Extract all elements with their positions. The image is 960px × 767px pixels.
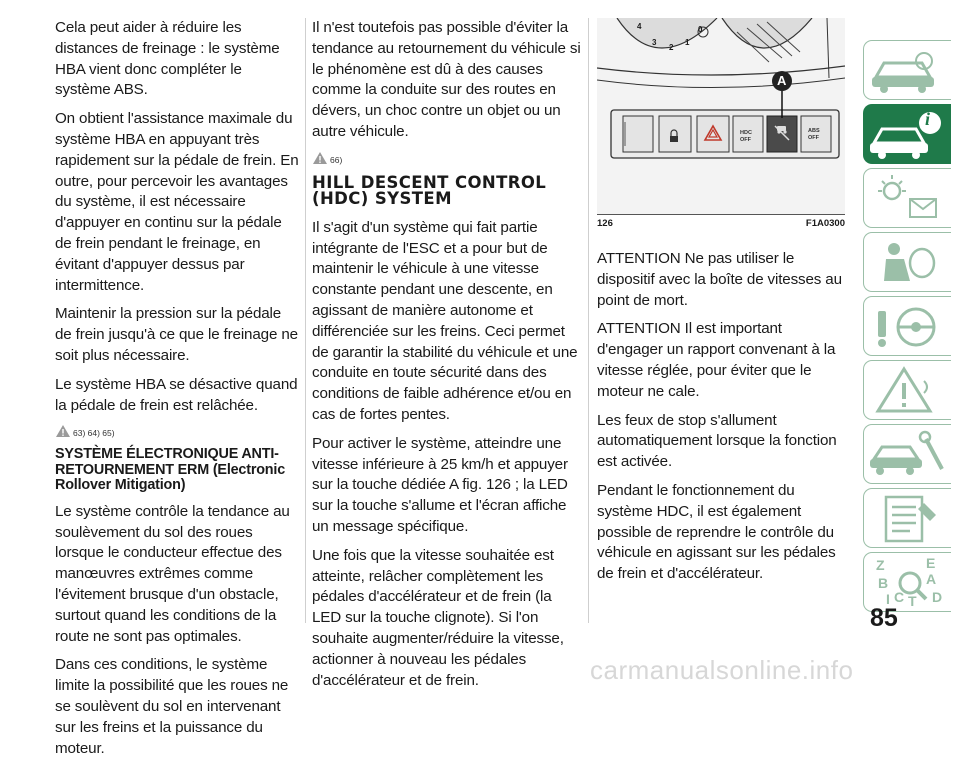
paragraph-hba-intro: Cela peut aider à réduire les distances de freinage : le système HBA vient donc compléter le système ABS. (55, 19, 280, 99)
button-label-hdc: HDC (740, 130, 752, 136)
index-letter: T (908, 593, 917, 609)
hdc-descent-icon (773, 122, 791, 144)
gauge-digit: 1 (685, 38, 690, 47)
nav-tab-lights[interactable] (863, 168, 951, 228)
watermark: carmanualsonline.info (590, 655, 854, 685)
paragraph-attention-gear: ATTENTION Il est important d'engager un rapport convenant à la vitesse réglée, pour éviter que le moteur ne cale. (597, 320, 836, 400)
button-label-abs: ABS (808, 128, 820, 134)
figure-callout-a: A (777, 73, 787, 88)
gauge-digit: 4 (637, 22, 642, 31)
dashboard-illustration (597, 18, 845, 214)
steering-wheel-icon (864, 297, 952, 357)
paragraph-erm-limits: Dans ces conditions, le système limite la possibilité que les roues ne se soulèvent du sol en intervenant sur les freins et la puissance du moteur. (55, 656, 289, 757)
warning-triangle-icon (55, 424, 71, 438)
specifications-list-icon (864, 489, 952, 549)
index-letter: B (878, 575, 889, 591)
text-column-1 (55, 18, 300, 767)
nav-tab-safety[interactable] (863, 232, 951, 292)
figure-caption (597, 214, 845, 235)
nav-tab-specifications[interactable] (863, 488, 951, 548)
button-label-hdc-off: OFF (740, 137, 751, 143)
nav-tab-emergency[interactable] (863, 360, 951, 420)
index-letter: D (932, 589, 943, 605)
paragraph-hba-deactivate: Le système HBA se désactive quand la pédale de frein est relâchée. (55, 375, 298, 414)
index-letter: I (886, 591, 890, 607)
paragraph-hdc-activation: Pour activer le système, atteindre une vitesse inférieure à 25 km/h et appuyer sur la touche dédiée A fig. 126 ; la LED sur la touche s'allume et l'écran affiche un message spécifique. (312, 434, 568, 535)
note-references: 63) 64) 65) (73, 428, 115, 439)
warning-triangle-icon (312, 151, 328, 165)
note-reference: 66) (330, 154, 343, 165)
nav-tab-dashboard[interactable] (863, 40, 951, 100)
paragraph-hdc-speed: Une fois que la vitesse souhaitée est atteinte, relâcher complètement les pédales d'accélérateur et de frein (la LED sur la touche clignote). Si l'on souhaite augmenter/réduire la vitesse, actionner à nouveau les pédales d'accélérateur et de frein. (312, 546, 564, 689)
column-divider-1 (305, 18, 306, 623)
warning-triangle-icon (864, 361, 952, 421)
heading-hdc: HILL DESCENT CONTROL (HDC) SYSTEM (312, 172, 547, 209)
text-column-2 (312, 18, 582, 699)
column-divider-2 (588, 18, 589, 623)
figure-number: 126 (597, 218, 613, 229)
car-info-icon (864, 105, 952, 165)
index-letter: C (894, 589, 905, 605)
index-letter: A (926, 571, 937, 587)
figure-code: F1A0300 (805, 218, 845, 229)
gauge-digit: 3 (652, 38, 657, 47)
warning-note-refs (55, 424, 300, 438)
index-letter: Z (876, 557, 885, 573)
maintenance-wrench-icon (864, 425, 952, 485)
button-label-abs-off: OFF (808, 135, 819, 141)
heading-erm: SYSTÈME ÉLECTRONIQUE ANTI-RETOURNEMENT ERM (Electronic Rollover Mitigation) (55, 446, 286, 494)
paragraph-brake-lights: Les feux de stop s'allument automatiquement lorsque la fonction est activée. (597, 411, 837, 471)
airbag-icon (864, 233, 952, 293)
nav-tab-driving[interactable] (863, 296, 951, 356)
paragraph-erm-description: Le système contrôle la tendance au soulèvement du sol des roues lorsque le conducteur effectue des manœuvres extrêmes comme l'évitement brusque d'un obstacle, surtout quand les conditions de la route ne sont pas optimales. (55, 502, 290, 645)
dashboard-car-icon (864, 41, 952, 101)
text-column-3 (597, 18, 845, 593)
page-number: 85 (870, 604, 898, 632)
lights-icon (864, 169, 952, 229)
dashboard-figure (597, 18, 845, 214)
paragraph-attention-neutral: ATTENTION Ne pas utiliser le dispositif avec la boîte de vitesses au point de mort. (597, 250, 842, 309)
paragraph-hdc-control: Pendant le fonctionnement du système HDC, il est également possible de reprendre le contrôle du véhicule en agissant sur les pédales de frein et d'accélérateur. (597, 481, 836, 583)
nav-tab-car-info[interactable] (863, 104, 951, 164)
info-letter: i (925, 109, 931, 129)
nav-tab-index[interactable] (863, 552, 951, 612)
nav-tab-maintenance[interactable] (863, 424, 951, 484)
warning-note-ref (312, 151, 582, 165)
index-letter: E (926, 555, 936, 571)
paragraph-rollover-limitation: Il n'est toutefois pas possible d'éviter la tendance au retournement du véhicule si le phénomène est dû à des causes comme la conduite sur des routes en dévers, un choc contre un objet ou un autre véhicule. (312, 19, 581, 140)
gauge-digit: 2 (669, 43, 674, 52)
paragraph-hba-max-assist: On obtient l'assistance maximale du système HBA en appuyant très rapidement sur la pédale de frein. En outre, pour percevoir les avantages du système, il est nécessaire d'appuyer en continu sur la pédale de frein pendant le freinage, en évitant d'appuyer dessus par intermittence. (55, 110, 299, 294)
gauge-digit: 0 (698, 25, 703, 34)
paragraph-hba-maintain-pressure: Maintenir la pression sur la pédale de frein jusqu'à ce que le freinage ne soit plus nécessaire. (55, 305, 298, 364)
paragraph-hdc-description: Il s'agit d'un système qui fait partie intégrante de l'ESC et a pour but de maintenir le véhicule à une vitesse constante pendant une descente, en agissant de manière autonome et différenciée sur les freins. Ceci permet de garantir la stabilité du véhicule et une conduite en toute sécurité dans des conditions de faible adhérence et/ou en cas de fortes pentes. (312, 218, 578, 423)
